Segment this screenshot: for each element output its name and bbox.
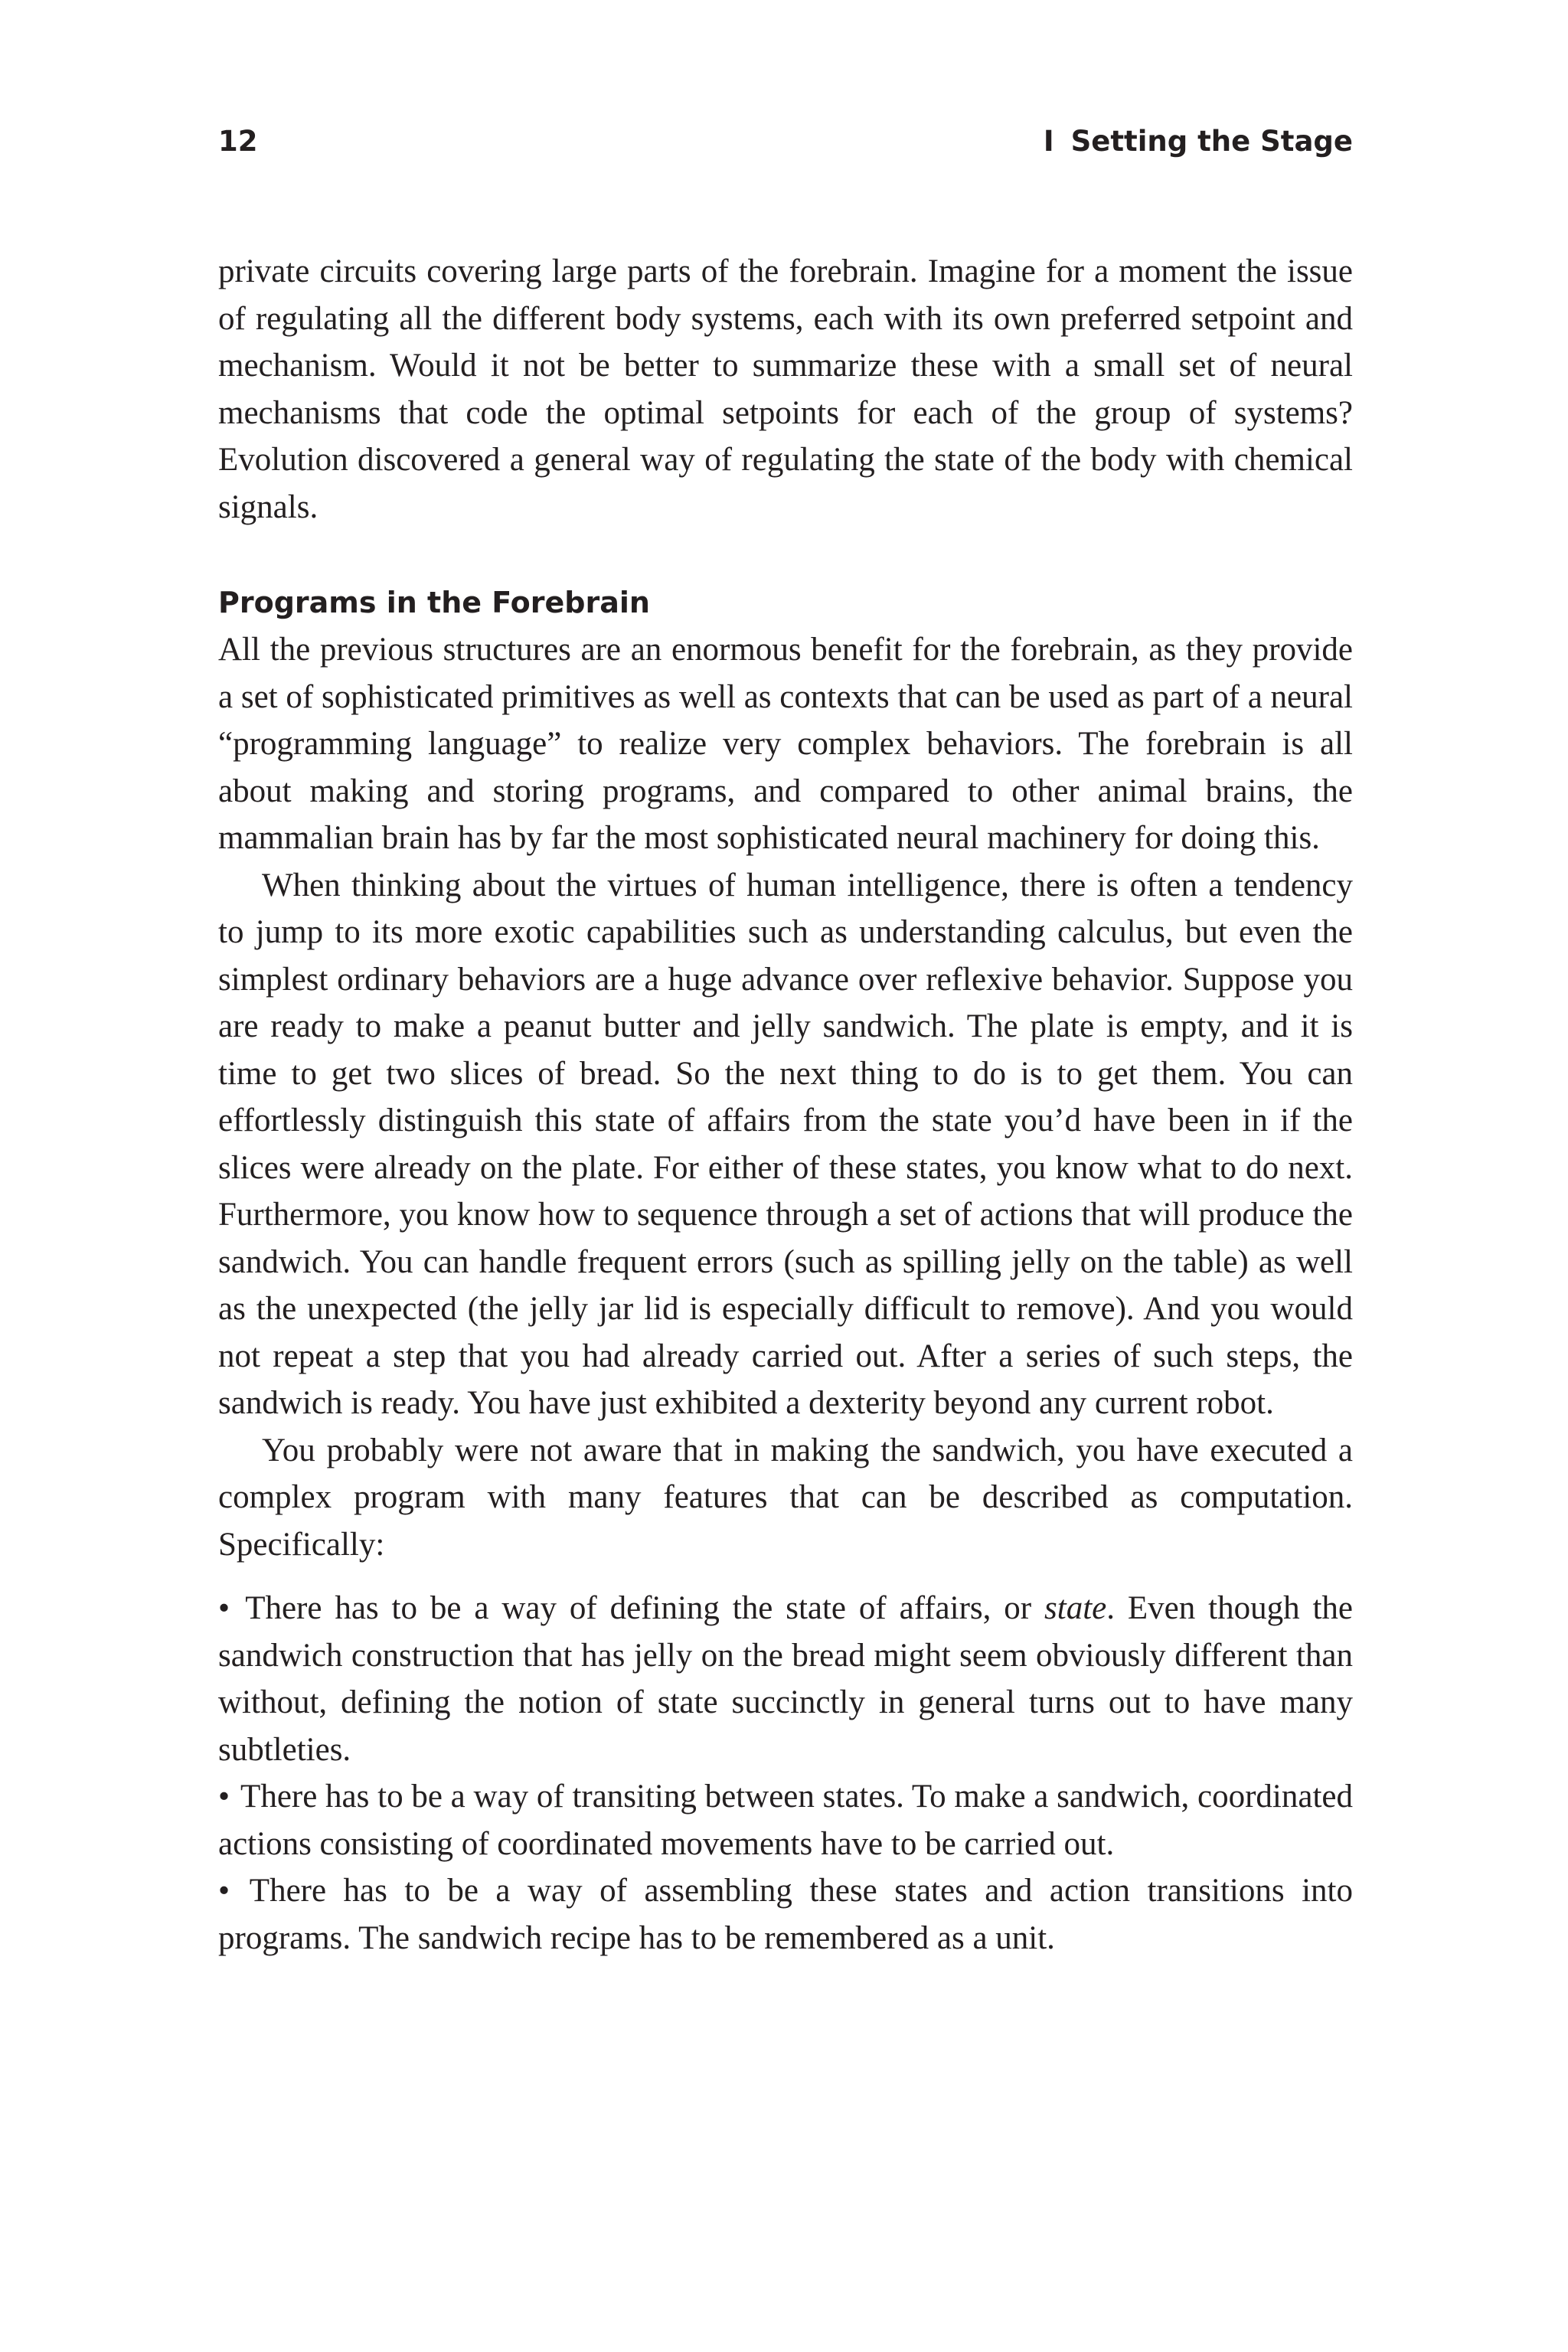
section-heading: Programs in the Forebrain — [218, 586, 650, 619]
bullet-item-2 — [218, 1773, 1353, 1867]
bullet-item-3 — [218, 1867, 1353, 1962]
bullet-1-text-before: There has to be a way of defining the state of affairs, or — [245, 1590, 1032, 1626]
body-text — [218, 248, 1353, 1962]
section-spacer — [218, 531, 1353, 579]
page-number: 12 — [218, 125, 258, 158]
bullet-list — [218, 1585, 1353, 1962]
running-head-section — [1044, 115, 1353, 168]
opening-paragraph: private circuits covering large parts of the forebrain. Imagine for a moment the issue of regulating all the different body systems, each with its own preferred setpoint and mechanism. Would it not be better to summarize these with a small set of neural mechanisms that code the optimal setpoints for each of the group of systems? Evolution discovered a general way of regulating the state of the body with chemical signals. — [218, 253, 1353, 525]
part-title: Setting the Stage — [1070, 125, 1353, 158]
part-number: I — [1043, 125, 1054, 158]
bullet-2-text: There has to be a way of transiting between states. To make a sandwich, coordinated actions consisting of coordinated movements have to be carried out. — [218, 1779, 1353, 1862]
bullet-item-1 — [218, 1585, 1353, 1773]
section-paragraph-2: When thinking about the virtues of human intelligence, there is often a tendency to jump to its more exotic capabilities such as understanding calculus, but even the simplest ordinary behaviors are a huge advance over reflexive behavior. Suppose you are ready to make a peanut butter and jelly sandwich. The plate is empty, and it is time to get two slices of bread. So the next thing to do is to get them. You can effortlessly distinguish this state of affairs from the state you’d have been in if the slices were already on the plate. For either of these states, you know what to do next. Furthermore, you know how to sequence through a set of actions that will produce the sandwich. You can handle frequent errors (such as spilling jelly on the table) as well as the unexpected (the jelly jar lid is especially difficult to remove). And you would not repeat a step that you had already carried out. After a series of such steps, the sandwich is ready. You have just exhibited a dexterity beyond any current robot. — [218, 867, 1353, 1421]
bullet-1-emphasis: state — [1044, 1590, 1107, 1626]
bullet-icon: • — [218, 1590, 230, 1626]
bullet-icon: • — [218, 1779, 230, 1815]
bullet-3-text: There has to be a way of assembling these states and action transitions into programs. The sandwich recipe has to be remembered as a unit. — [218, 1873, 1353, 1956]
running-head — [218, 115, 1353, 168]
section-paragraph-1: All the previous structures are an enormous benefit for the forebrain, as they provide a set of sophisticated primitives as well as contexts that can be used as part of a neural “programming language” to realize very complex behaviors. The forebrain is all about making and storing programs, and compared to other animal brains, the mammalian brain has by far the most sophisticated neural machinery for doing this. — [218, 632, 1353, 856]
book-page — [218, 115, 1353, 1962]
section-paragraph-3: You probably were not aware that in making the sandwich, you have executed a complex program with many features that can be described as computation. Specifically: — [218, 1432, 1353, 1563]
bullet-icon: • — [218, 1873, 230, 1909]
bullet-1-text-after: . Even though the sandwich construction that has jelly on the bread might seem obviously different than without, defining the notion of state succinctly in general turns out to have many subtleties. — [218, 1590, 1354, 1768]
